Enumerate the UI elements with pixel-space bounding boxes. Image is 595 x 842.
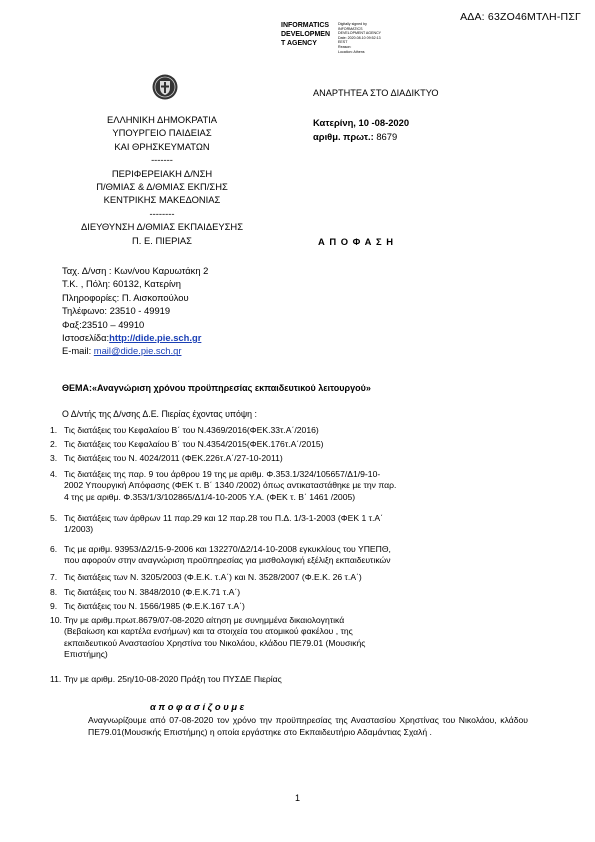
list-item: 5. Τις διατάξεις των άρθρων 11 παρ.29 και 12 παρ.28 του Π.Δ. 1/3-1-2003 (ΦΕΚ 1 τ.Α΄ 1/2003) [50,513,383,535]
list-item: 7. Τις διατάξεις των Ν. 3205/2003 (Φ.Ε.Κ. τ.Α΄) και Ν. 3528/2007 (Φ.Ε.Κ. 26 τ.Α΄) [50,572,362,582]
stamp-signature-details: Digitally signed by INFORMATICS DEVELOPMENT AGENCY Date: 2020.08.10 09:52:13 EEST Reason: Location: Athens [338,22,382,54]
list-item: 8. Τις διατάξεις του Ν. 3848/2010 (Φ.Ε.Κ.71 τ.Α΄) [50,587,241,597]
list-item: 11. Την με αριθμ. 25η/10-08-2020 Πράξη του ΠΥΣΔΕ Πιερίας [50,674,282,684]
place-date: Κατερίνη, 10 -08-2020 [313,117,410,128]
subject-line: ΘΕΜΑ:«Αναγνώριση χρόνου προϋπηρεσίας εκπαιδευτικού λειτουργού» [62,383,371,393]
intro-text: Ο Δ/ντής της Δ/νσης Δ.Ε. Πιερίας έχοντας υπόψη : [62,409,257,419]
page-number: 1 [295,793,301,803]
decision-text: Αναγνωρίζουμε από 07-08-2020 τον χρόνο την προϋπηρεσίας της Αναστασίου Χρηστίνας του Νικολάου, κλάδου ΠΕ79.01(Μουσικής Επιστήμης) η οποία εργάστηκε στο Εκπαιδευτήριο Αδαμάντιας Σχαλή . [88,715,528,737]
issuer-header: ΕΛΛΗΝΙΚΗ ΔΗΜΟΚΡΑΤΙΑ ΥΠΟΥΡΓΕΙΟ ΠΑΙΔΕΙΑΣ ΚΑΙ ΘΡΗΣΚΕΥΜΑΤΩΝ ------- ΠΕΡΙΦΕΡΕΙΑΚΗ Δ/ΝΣΗ Π/ΘΜΙΑΣ & Δ/ΘΜΙΑΣ ΕΚΠ/ΣΗΣ ΚΕΝΤΡΙΚΗΣ ΜΑΚΕΔΟΝΙΑΣ -------- ΔΙΕΥΘΥΝΣΗ Δ/ΘΜΙΑΣ ΕΚΠΑΙΔΕΥΣΗΣ Π. Ε. ΠΙΕΡΙΑΣ [80,114,243,246]
list-item: 4. Τις διατάξεις της παρ. 9 του άρθρου 19 της με αριθμ. Φ.353.1/324/105657/Δ1/9-10- 2002 Υπουργική Απόφασης (ΦΕΚ τ. Β΄ 1340 /2002) όπως αντικαταστάθηκε με την παρ. 4 της με αριθμ. Φ.353/1/3/102865/Δ1/4-10-2005 Υ.Α. (ΦΕΚ τ. Β΄ 1461 /2005) [50,469,397,502]
publish-note: ΑΝΑΡΤΗΤΕΑ ΣΤΟ ΔΙΑΔΙΚΤΥΟ [313,88,439,98]
list-item: 6. Τις με αριθμ. 93953/Δ2/15-9-2006 και 132270/Δ2/14-10-2008 εγκυκλίους του ΥΠΕΠΘ, που αφορούν στην αναγνώριση προϋπηρεσίας για μισθολογική εξέλιξη εκπαιδευτικών [50,544,391,566]
list-item: 9. Τις διατάξεις του Ν. 1566/1985 (Φ.Ε.Κ.167 τ.Α΄) [50,601,245,611]
email-link[interactable]: mail@dide.pie.sch.gr [93,345,182,357]
stamp-agency-name: INFORMATICS DEVELOPMEN T AGENCY [281,22,331,47]
decides-heading: α π ο φ α σ ί ζ ο υ μ ε [150,701,245,712]
website-link[interactable]: http://dide.pie.sch.gr [109,332,202,344]
contact-block: Ταχ. Δ/νση : Κων/νου Καρυωτάκη 2 Τ.Κ. , Πόλη: 60132, Κατερίνη Πληροφορίες: Π. Αισκοπούλου Τηλέφωνο: 23510 - 49919 Φαξ:23510 – 49910 Ιστοσελίδα:http://dide.pie.sch.gr E-mail: mail@dide.pie.sch.gr [62,265,209,357]
protocol-number: αριθμ. πρωτ.: 8679 [313,131,398,142]
list-item: 1. Τις διατάξεις του Κεφαλαίου Β΄ του Ν.4369/2016(ΦΕΚ.33τ.Α΄/2016) [50,425,319,435]
ada-code: ΑΔΑ: 63ΖΟ46ΜΤΛΗ-ΠΣΓ [460,11,581,23]
list-item: 10. Την με αριθμ.πρωτ.8679/07-08-2020 αίτηση με συνημμένα δικαιολογητικά (Βεβαίωση και καρτέλα ενσήμων) και τα στοιχεία του ατομικού φακέλου , της εκπαιδευτικού Αναστασίου Χρηστίνα του Νικολάου, κλάδου ΠΕ79.01 (Μουσικής Επιστήμης) [50,615,366,659]
list-item: 2. Τις διατάξεις του Κεφαλαίου Β΄ του Ν.4354/2015(ΦΕΚ.176τ.Α΄/2015) [50,439,324,449]
decision-title: Α Π Ο Φ Α Σ Η [318,236,394,247]
digital-signature-stamp [281,21,386,59]
list-item: 3. Τις διατάξεις του Ν. 4024/2011 (ΦΕΚ.226τ.Α΄/27-10-2011) [50,453,283,463]
greek-emblem-icon [152,74,178,100]
